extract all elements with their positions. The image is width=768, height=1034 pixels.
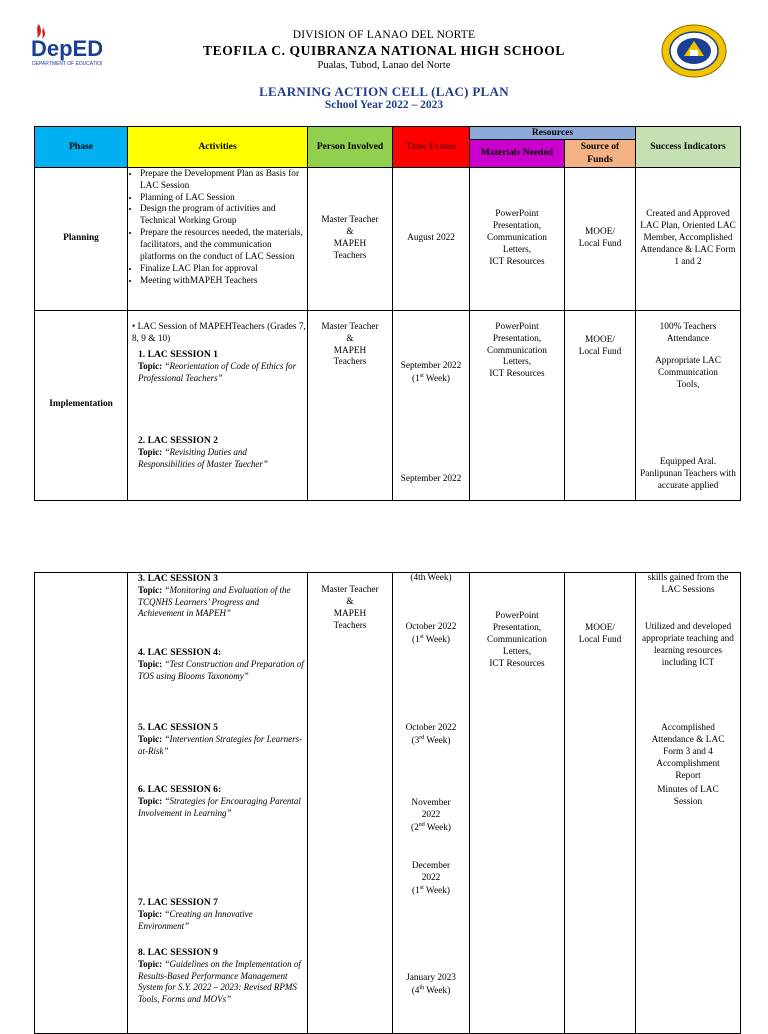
topic-label: Topic: xyxy=(138,909,163,920)
continued-materials xyxy=(470,573,565,1034)
topic-label: Topic: xyxy=(138,361,163,372)
person-line: & xyxy=(346,226,354,237)
lac-plan-table-continued xyxy=(34,572,741,1034)
session-3-block xyxy=(138,573,305,620)
continued-row xyxy=(35,573,741,1034)
division-name: DIVISION OF LANAO DEL NORTE xyxy=(292,29,476,41)
funds-line: MOOE/ xyxy=(585,226,615,237)
list-item: • Meeting withMAPEH Teachers xyxy=(140,276,304,288)
implementation-time-frame xyxy=(393,310,470,500)
success-item: skills gained from the LAC Sessions xyxy=(647,573,729,595)
time-entry xyxy=(393,361,469,386)
materials-line: PowerPoint xyxy=(495,321,539,332)
topic-text: “Test Construction and Preparation of TOS using Blooms Taxonomy” xyxy=(138,659,304,681)
implementation-success-indicators xyxy=(636,310,741,500)
school-address: Pualas, Tubod, Lanao del Norte xyxy=(317,60,451,71)
planning-time-frame: August 2022 xyxy=(393,167,470,310)
planning-row xyxy=(35,167,741,310)
header-phase: Phase xyxy=(35,127,128,168)
planning-person-involved xyxy=(308,167,393,310)
materials-line: Communication xyxy=(487,232,547,243)
success-item: Appropriate LAC Communication Tools, xyxy=(655,355,721,390)
topic-label: Topic: xyxy=(138,959,163,970)
time-entry xyxy=(393,622,469,647)
topic-label: Topic: xyxy=(138,447,163,458)
intro-text: LAC Session of MAPEHTeachers (Grades 7, 8, 9 & 10) xyxy=(132,321,306,344)
header-source-of-funds: Source of Funds xyxy=(565,140,636,168)
person-line: MAPEH xyxy=(333,345,367,356)
topic-text: “Creating an Innovative Environment” xyxy=(138,909,253,931)
materials-line: Communication xyxy=(487,345,547,356)
planning-materials xyxy=(470,167,565,310)
school-name: TEOFILA C. QUIBRANZA NATIONAL HIGH SCHOOL xyxy=(203,43,565,58)
materials-line: Presentation, xyxy=(492,622,542,633)
session-8-block xyxy=(138,947,305,1005)
time-week: (1st Week) xyxy=(412,372,450,384)
topic-label: Topic: xyxy=(138,659,163,670)
materials-line: Presentation, xyxy=(492,333,542,344)
implementation-funds xyxy=(565,310,636,500)
materials-line: PowerPoint xyxy=(495,611,539,621)
list-item: • Planning of LAC Session xyxy=(140,193,304,205)
lac-plan-table xyxy=(34,126,741,501)
person-line: MAPEH xyxy=(333,238,367,249)
plan-title: LEARNING ACTION CELL (LAC) PLAN xyxy=(259,84,509,99)
funds-line: MOOE/ xyxy=(585,334,615,345)
session-title: 3. LAC SESSION 3 xyxy=(138,573,218,584)
time-week: (1st Week) xyxy=(412,884,450,896)
topic-text: “Revisiting Duties and Responsibilities of Master Taecher” xyxy=(138,447,268,469)
topic-text: “Guidelines on the Implementation of Results-Based Performance Management System for S.Y. 2022 – 2023: Revised RPMS Tools, Forms and MOVs” xyxy=(138,959,301,1004)
funds-line: Local Fund xyxy=(578,238,622,249)
session-title: 4. LAC SESSION 4: xyxy=(138,647,222,658)
time-week: (3rd Week) xyxy=(411,734,451,746)
continued-success-indicators xyxy=(636,573,741,1034)
list-item: • LAC Session of MAPEHTeachers (Grades 7, 8, 9 & 10) xyxy=(132,321,306,344)
topic-text: “Strategies for Encouraging Parental Involvement in Learning” xyxy=(138,796,301,818)
deped-logo-subtext: DEPARTMENT OF EDUCATION xyxy=(32,61,102,67)
success-item: 100% Teachers Attendance xyxy=(659,321,717,344)
implementation-activities xyxy=(128,310,308,500)
funds-line: Local Fund xyxy=(578,634,622,645)
success-item: Equipped Aral. Panlipunan Teachers with accurate applied xyxy=(640,456,736,491)
person-line: Teachers xyxy=(333,620,367,631)
session-title: 1. LAC SESSION 1 xyxy=(138,348,218,360)
topic-label: Topic: xyxy=(138,734,163,745)
time-entry xyxy=(393,861,469,898)
implementation-materials xyxy=(470,310,565,500)
header-activities: Activities xyxy=(128,127,308,168)
header-time-frame: Time Frame xyxy=(393,127,470,168)
topic-label: Topic: xyxy=(138,585,163,596)
school-year: School Year 2022 – 2023 xyxy=(324,99,444,111)
time-entry xyxy=(393,798,469,835)
list-item: • Design the program of activities and Technical Working Group xyxy=(140,204,304,228)
time-week: (2nd Week) xyxy=(411,821,451,833)
deped-logo-text: DepED xyxy=(31,36,102,61)
session-5-block xyxy=(138,722,305,757)
materials-line: ICT Resources xyxy=(489,256,545,267)
session-title: 6. LAC SESSION 6: xyxy=(138,784,222,795)
planning-success-indicators: Created and Approved LAC Plan, Oriented LAC Member, Accomplished Attendance & LAC Form 1 and 2 xyxy=(636,167,741,310)
session-4-block xyxy=(138,647,305,682)
person-line: MAPEH xyxy=(333,608,367,619)
success-item: Minutes of LAC Session xyxy=(657,785,719,807)
session-7-block xyxy=(138,897,305,932)
session-6-block xyxy=(138,784,305,819)
planning-funds xyxy=(565,167,636,310)
session-title: 8. LAC SESSION 9 xyxy=(138,947,218,958)
person-line: Master Teacher xyxy=(321,585,379,595)
continued-activities xyxy=(128,573,308,1034)
person-line: Master Teacher xyxy=(321,321,379,332)
time-entry: (4th Week) xyxy=(410,573,452,583)
time-week: (4th Week) xyxy=(411,984,451,996)
session-2-block xyxy=(138,435,305,470)
materials-line: PowerPoint xyxy=(495,209,539,220)
person-line: Master Teacher xyxy=(321,215,379,226)
person-line: Teachers xyxy=(333,357,367,368)
funds-line: Local Fund xyxy=(578,346,622,357)
success-item: Accomplished Attendance & LAC Form 3 and 4 Accomplishment Report xyxy=(651,723,725,781)
topic-text: “Intervention Strategies for Learners-at-Risk” xyxy=(138,734,303,756)
header-person-involved: Person Involved xyxy=(308,127,393,168)
session-title: 2. LAC SESSION 2 xyxy=(138,434,218,446)
header-materials-needed: Materials Needed xyxy=(470,140,565,168)
time-entry xyxy=(393,973,469,998)
materials-line: ICT Resources xyxy=(489,369,545,380)
time-week: (1st Week) xyxy=(412,633,450,645)
header-success-indicators: Success Indicators xyxy=(636,127,741,168)
implementation-person-involved xyxy=(308,310,393,500)
funds-line: MOOE/ xyxy=(585,623,615,633)
header-resources: Resources xyxy=(470,127,636,140)
time-month: January 2023 xyxy=(406,973,456,983)
list-item: • Prepare the Development Plan as Basis for LAC Session xyxy=(140,169,304,193)
materials-line: Presentation, xyxy=(492,220,542,231)
session-1-block xyxy=(138,349,305,384)
topic-label: Topic: xyxy=(138,796,163,807)
continued-person-involved xyxy=(308,573,393,1034)
person-line: Teachers xyxy=(333,250,367,261)
materials-line: Communication xyxy=(487,634,547,645)
time-month: October 2022 xyxy=(405,622,457,632)
implementation-row xyxy=(35,310,741,500)
list-item: • Prepare the resources needed, the materials, facilitators, and the communication platforms on the conduct of LAC Session xyxy=(140,228,304,264)
time-month: December 2022 xyxy=(411,861,451,883)
continued-funds xyxy=(565,573,636,1034)
topic-text: “Reorientation of Code of Ethics for Professional Teachers” xyxy=(138,361,297,383)
topic-text: “Monitoring and Evaluation of the TCQNHS Learners’ Progress and Achievement in MAPEH” xyxy=(138,585,291,619)
person-line: & xyxy=(346,596,354,607)
phase-implementation: Implementation xyxy=(35,310,128,500)
time-month: September 2022 xyxy=(400,360,462,371)
time-entry xyxy=(393,474,469,486)
materials-line: ICT Resources xyxy=(489,658,545,669)
materials-line: Letters, xyxy=(502,646,532,657)
session-title: 7. LAC SESSION 7 xyxy=(138,897,218,908)
continued-time-frame xyxy=(393,573,470,1034)
success-item: Utilized and developed appropriate teaching and learning resources including ICT xyxy=(642,622,734,668)
materials-line: Letters, xyxy=(502,357,532,368)
phase-planning: Planning xyxy=(35,167,128,310)
session-title: 5. LAC SESSION 5 xyxy=(138,722,218,733)
list-item: • Finalize LAC Plan for approval xyxy=(140,264,304,276)
person-line: & xyxy=(346,333,354,344)
materials-line: Letters, xyxy=(502,244,532,255)
time-month: November 2022 xyxy=(411,798,451,820)
phase-empty xyxy=(35,573,128,1034)
time-month: October 2022 xyxy=(405,723,457,733)
planning-activities xyxy=(128,167,308,310)
time-month: September 2022 xyxy=(400,473,462,484)
time-entry xyxy=(393,723,469,748)
